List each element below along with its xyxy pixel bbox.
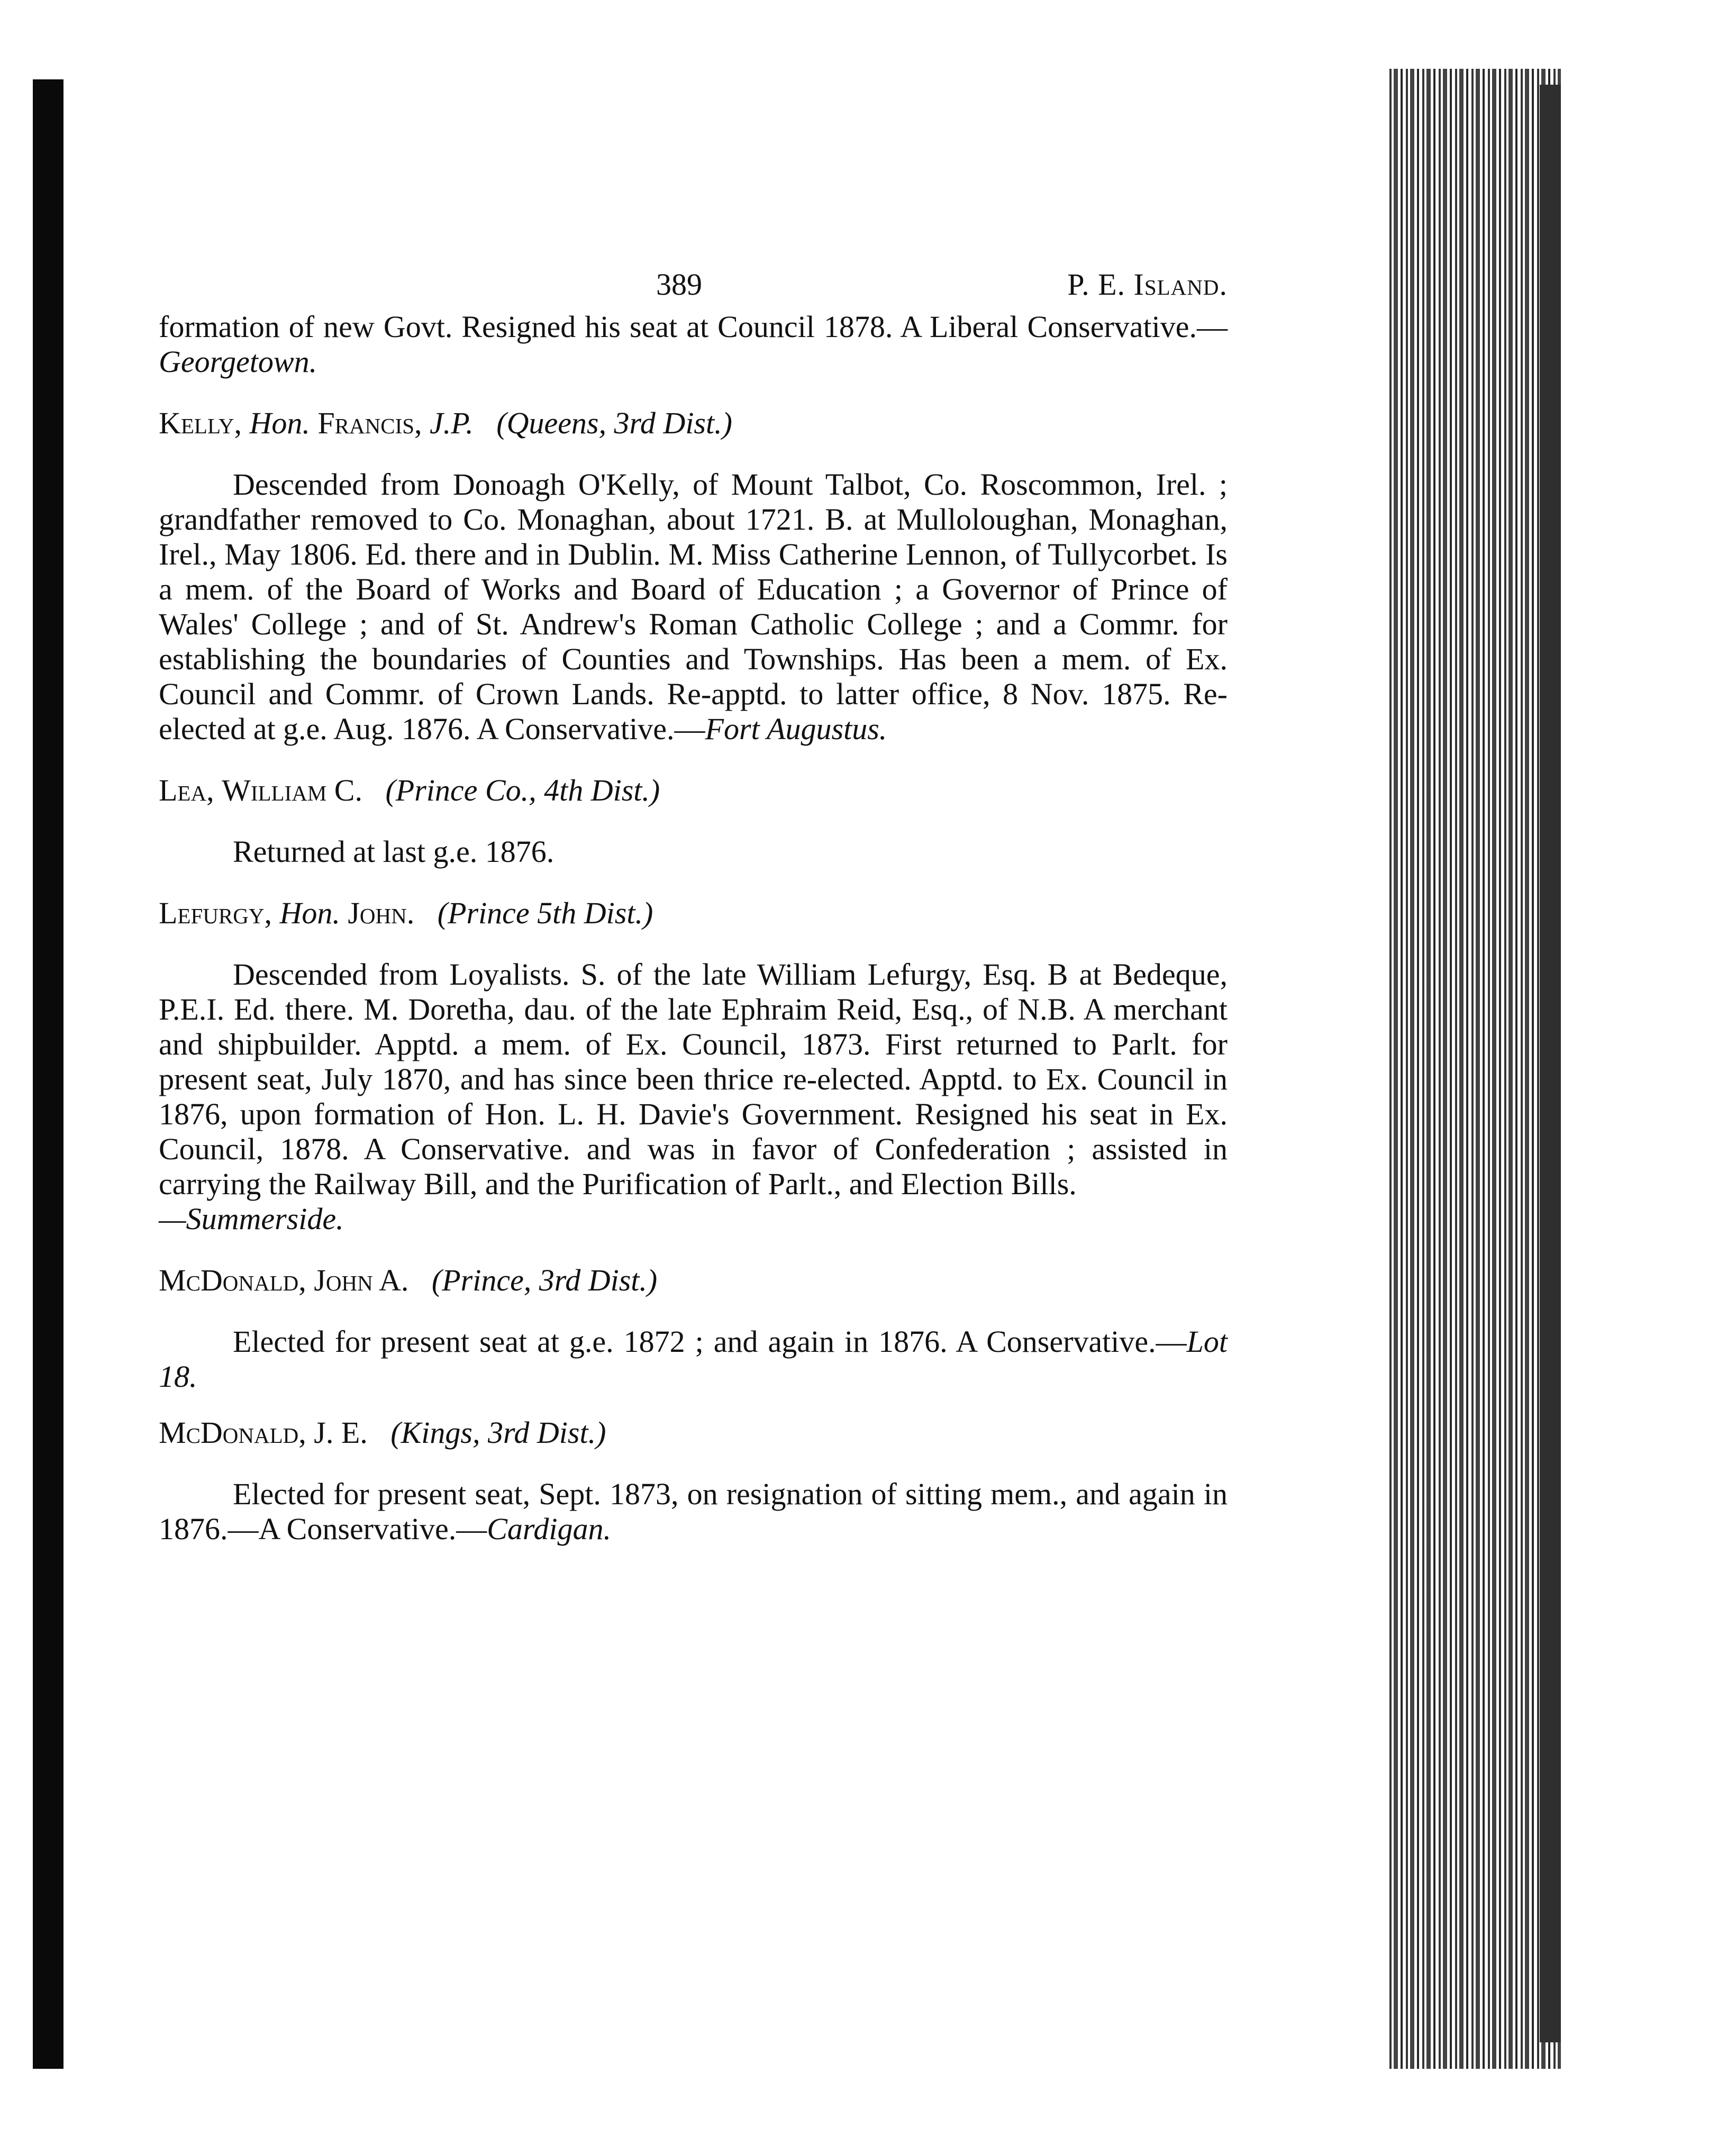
entry-given-name: John A. bbox=[314, 1263, 409, 1297]
entry-title: Hon. bbox=[249, 406, 310, 440]
entry-constituency: (Prince Co., 4th Dist.) bbox=[385, 773, 660, 807]
page-number: 389 bbox=[656, 267, 702, 302]
entry-given-name: William C. bbox=[222, 773, 362, 807]
entry-constituency: (Queens, 3rd Dist.) bbox=[496, 406, 732, 440]
entry-bio: Returned at last g.e. 1876. bbox=[233, 834, 555, 869]
entry-given-name: Francis, bbox=[317, 406, 422, 440]
opening-place: Georgetown. bbox=[159, 344, 317, 379]
page-header bbox=[159, 267, 1228, 310]
binding-shadow bbox=[33, 79, 63, 2069]
running-head: P. E. Island. bbox=[1067, 267, 1228, 302]
entry-bio: Elected for present seat at g.e. 1872 ; and again in 1876. A Conservative.— bbox=[233, 1324, 1187, 1359]
page-body bbox=[159, 267, 1228, 1547]
entry-heading-lea bbox=[159, 773, 1228, 808]
opening-paragraph bbox=[159, 310, 1228, 379]
entry-suffix: J.P. bbox=[430, 406, 474, 440]
entry-surname: Lefurgy, bbox=[159, 896, 272, 930]
entry-heading-kelly bbox=[159, 406, 1228, 441]
page-edges bbox=[1386, 69, 1561, 2069]
entry-place: Cardigan. bbox=[487, 1512, 611, 1546]
entry-constituency: (Prince, 3rd Dist.) bbox=[431, 1263, 658, 1297]
entry-place: Lot 18. bbox=[159, 1324, 1228, 1394]
entry-bio-mcdonald-john bbox=[159, 1324, 1228, 1394]
entry-place: Fort Augustus. bbox=[705, 712, 887, 746]
entry-surname: Kelly, bbox=[159, 406, 242, 440]
entry-surname: McDonald, bbox=[159, 1263, 306, 1297]
entry-bio-lefurgy bbox=[159, 957, 1228, 1237]
entry-heading-mcdonald-je bbox=[159, 1415, 1228, 1450]
entry-bio: Elected for present seat, Sept. 1873, on resignation of sitting mem., and again in 1876.—A Conservative.— bbox=[159, 1477, 1228, 1546]
entry-bio-lea bbox=[159, 834, 1228, 869]
entry-title: Hon. bbox=[279, 896, 340, 930]
entry-bio: Descended from Loyalists. S. of the late William Lefurgy, Esq. B at Bedeque, P.E.I. Ed. there. M. Doretha, dau. of the late Ephraim Reid, Esq., of N.B. A merchant and shipbuilder. Apptd. a mem. of Ex. Council, 1873. First returned to Parlt. for present seat, July 1870, and has since been thrice re-elected. Apptd. to Ex. Council in 1876, upon formation of Hon. L. H. Davie's Government. Resigned his seat in Ex. Council, 1878. A Conservative. and was in favor of Confederation ; assisted in carrying the Railway Bill, and the Purification of Parlt., and Election Bills. bbox=[159, 957, 1228, 1201]
entry-constituency: (Kings, 3rd Dist.) bbox=[390, 1415, 606, 1450]
entry-bio-mcdonald-je bbox=[159, 1477, 1228, 1547]
entry-bio-kelly bbox=[159, 467, 1228, 747]
entry-bio: Descended from Donoagh O'Kelly, of Mount Talbot, Co. Roscommon, Irel. ; grandfather removed to Co. Monaghan, about 1721. B. at Mulloloughan, Monaghan, Irel., May 1806. Ed. there and in Dublin. M. Miss Catherine Lennon, of Tullycorbet. Is a mem. of the Board of Works and Board of Education ; a Governor of Prince of Wales' College ; and of St. Andrew's Roman Catholic College ; and a Commr. for establishing the boundaries of Counties and Townships. Has been a mem. of Ex. Council and Commr. of Crown Lands. Re-apptd. to latter office, 8 Nov. 1875. Re-elected at g.e. Aug. 1876. A Conservative.— bbox=[159, 467, 1228, 746]
entry-given-name: John. bbox=[348, 896, 415, 930]
entry-given-name: J. E. bbox=[314, 1415, 368, 1450]
entry-place: —Summerside. bbox=[159, 1202, 344, 1236]
opening-text: formation of new Govt. Resigned his seat at Council 1878. A Liberal Conservative.— bbox=[159, 310, 1228, 344]
entry-heading-lefurgy bbox=[159, 896, 1228, 931]
entry-constituency: (Prince 5th Dist.) bbox=[437, 896, 653, 930]
entry-surname: Lea, bbox=[159, 773, 214, 807]
entry-heading-mcdonald-john bbox=[159, 1263, 1228, 1298]
entry-surname: McDonald, bbox=[159, 1415, 306, 1450]
